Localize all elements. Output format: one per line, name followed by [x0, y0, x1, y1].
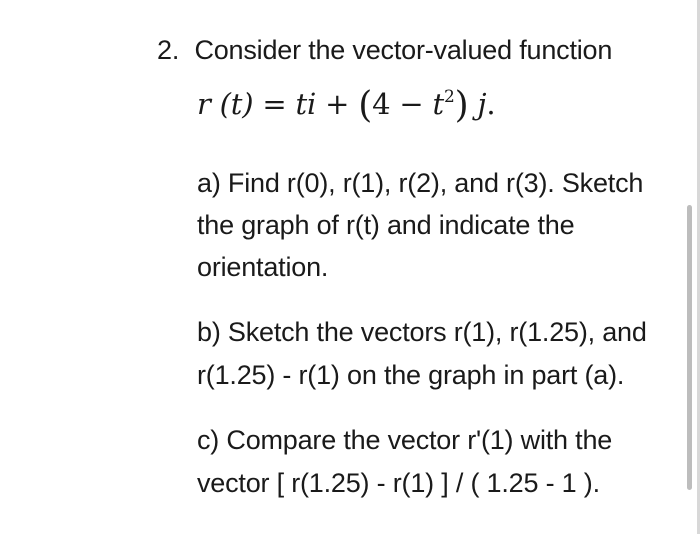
part-a-line-2: the graph of r(t) and indicate the [197, 210, 575, 240]
function-i: i [306, 87, 317, 121]
part-a-line-1: a) Find r(0), r(1), r(2), and r(3). Sketch [197, 168, 644, 198]
function-plus: + [325, 87, 350, 121]
problem-intro: Consider the vector-valued function [194, 35, 613, 65]
function-lhs: r (t) = [197, 87, 287, 121]
function-four: 4 [372, 87, 391, 121]
part-c-line-1: c) Compare the vector r'(1) with the [197, 425, 613, 455]
function-period: . [486, 87, 496, 121]
function-exponent: 2 [444, 87, 455, 107]
problem-number: 2. [157, 35, 180, 65]
function-j: j [477, 87, 487, 121]
function-close-paren: ) [454, 85, 469, 126]
part-b-line-1: b) Sketch the vectors r(1), r(1.25), and [197, 317, 647, 347]
function-open-paren: ( [358, 85, 373, 126]
vector-function [197, 76, 495, 127]
part-a-line-3: orientation. [197, 252, 329, 282]
problem-number-and-intro [157, 29, 612, 71]
part-c-line-2: vector [ r(1.25) - r(1) ] / ( 1.25 - 1 ). [197, 468, 600, 498]
function-minus: − [399, 87, 424, 121]
function-t: t [295, 87, 307, 121]
function-t-squared: t [432, 87, 444, 121]
part-b-line-2: r(1.25) - r(1) on the graph in part (a). [197, 360, 625, 390]
vertical-scrollbar[interactable] [687, 205, 692, 490]
